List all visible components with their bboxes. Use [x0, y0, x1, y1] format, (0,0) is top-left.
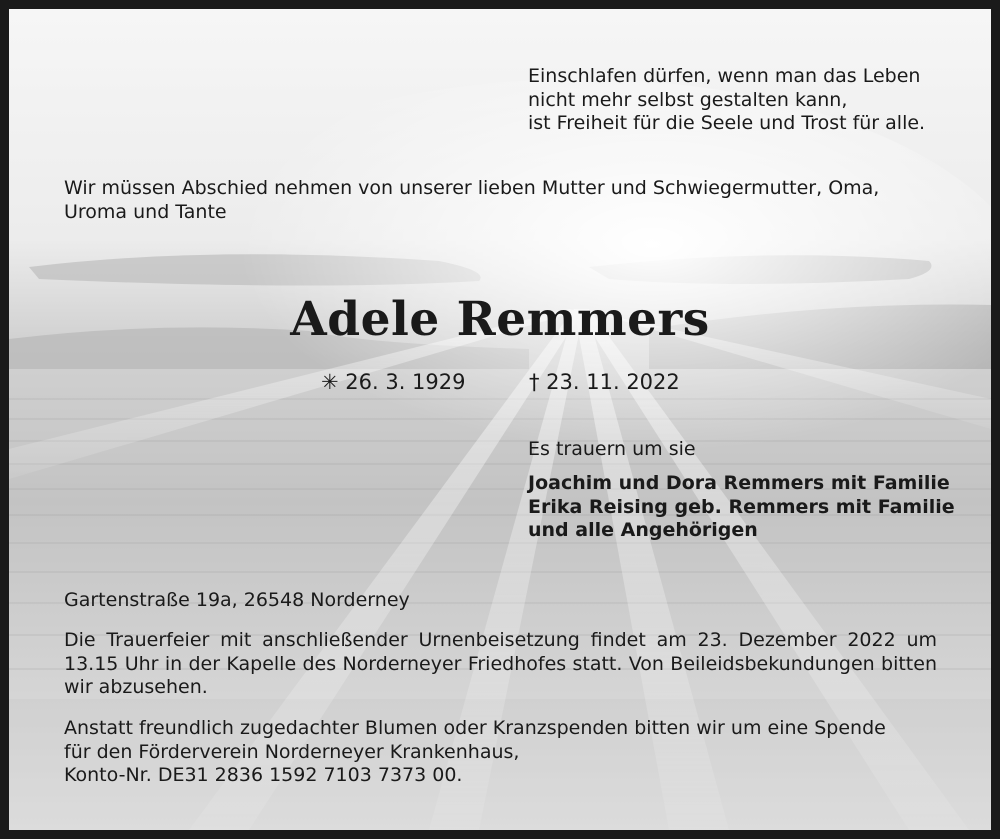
mourning-heading: Es trauern um sie — [528, 438, 696, 460]
birth-date: ✳ 26. 3. 1929 — [321, 370, 466, 394]
donation-line: Konto-Nr. DE31 2836 1592 7103 7373 00. — [64, 764, 463, 786]
motto-line: ist Freiheit für die Seele und Trost für alle. — [528, 112, 926, 134]
deceased-name: Adele Remmers — [290, 292, 710, 347]
ceremony-notice: Die Trauerfeier mit anschließender Urnenbeisetzung findet am 23. Dezember 2022 um 13.15 Uhr in der Kapelle des Norderneyer Friedhofes statt. Von Beileidsbekundungen bitten wir abzusehen. — [64, 629, 937, 698]
intro-text — [64, 176, 964, 224]
mourner-entry: Erika Reising geb. Remmers mit Familie — [528, 495, 955, 518]
death-date: † 23. 11. 2022 — [529, 370, 680, 394]
donation-line: für den Förderverein Norderneyer Krankenhaus, — [64, 740, 520, 763]
motto-line: Einschlafen dürfen, wenn man das Leben — [528, 65, 921, 87]
motto-line: nicht mehr selbst gestalten kann, — [528, 88, 848, 111]
donation-notice — [64, 717, 937, 788]
family-address: Gartenstraße 19a, 26548 Norderney — [64, 589, 410, 611]
mourners-list — [528, 472, 955, 543]
donation-line: Anstatt freundlich zugedachter Blumen oder Kranzspenden bitten wir um eine Spende — [64, 717, 886, 739]
mourner-entry: und alle Angehörigen — [528, 519, 758, 541]
motto-verse — [528, 65, 948, 136]
intro-line: Uroma und Tante — [64, 201, 227, 223]
mourner-entry: Joachim und Dora Remmers mit Familie — [528, 472, 950, 494]
intro-line: Wir müssen Abschied nehmen von unserer lieben Mutter und Schwiegermutter, Oma, — [64, 177, 880, 199]
